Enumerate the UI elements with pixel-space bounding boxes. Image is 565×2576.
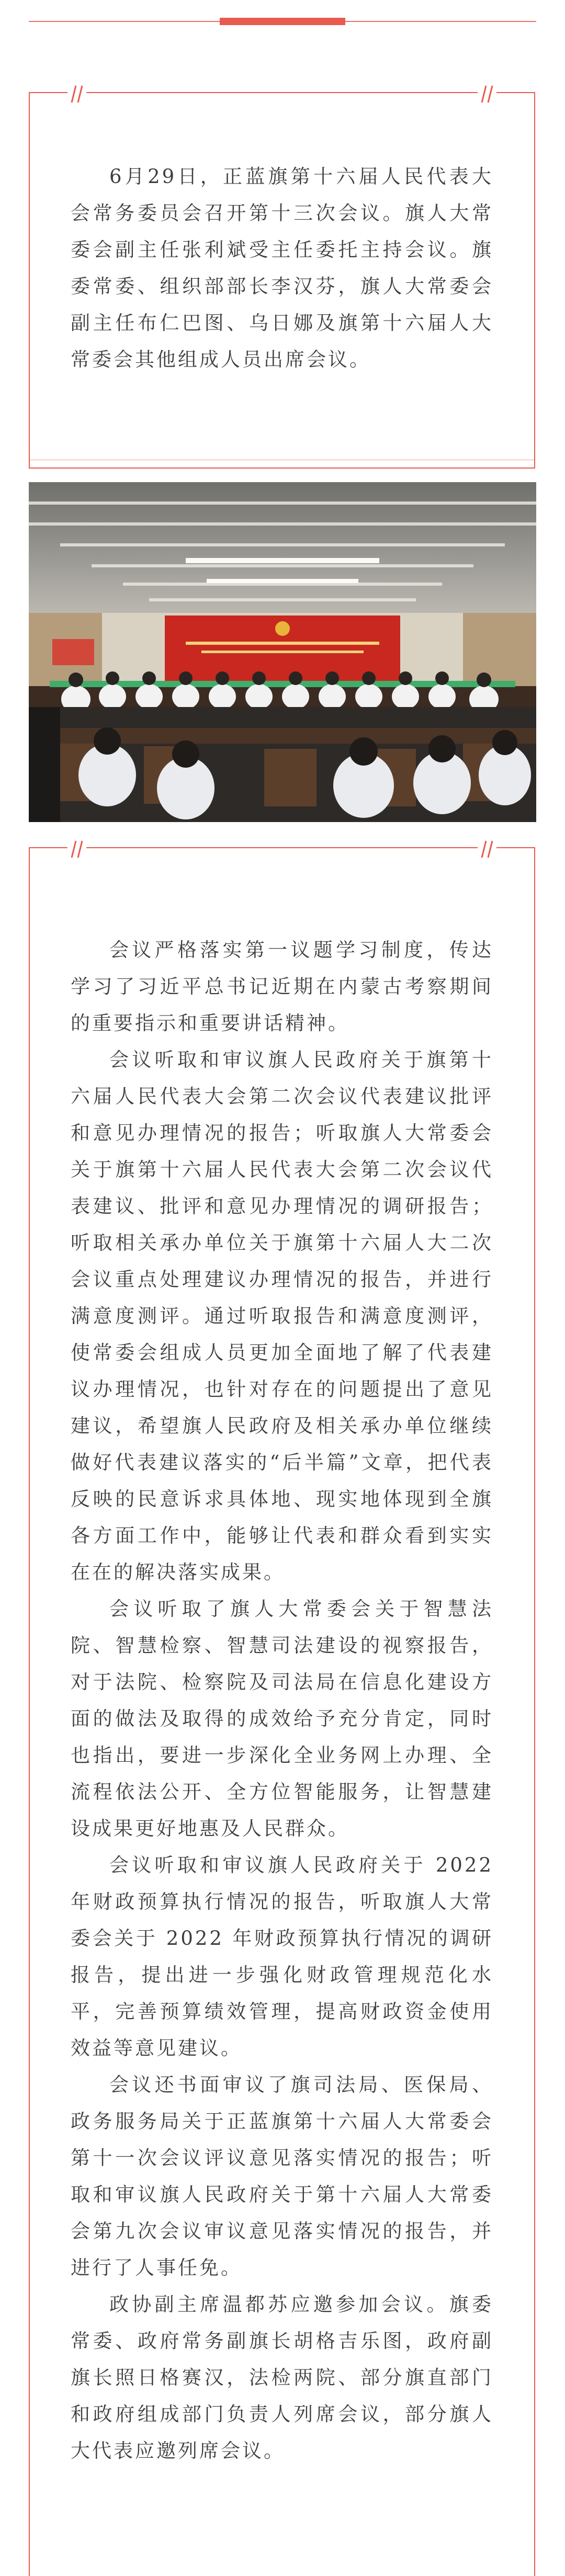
paragraph: 会议听取和审议旗人民政府关于 2022 年财政预算执行情况的报告，听取旗人大常委会关于 2022 年财政预算执行情况的调研报告，提出进一步强化财政管理规范化水平，完善预算绩效管理，提高财政资金使用效益等意见建议。 bbox=[71, 1854, 493, 2059]
double-slash-icon bbox=[67, 84, 86, 105]
details-text bbox=[71, 932, 493, 2469]
paragraph: 6月29日，正蓝旗第十六届人民代表大会常务委员会召开第十三次会议。旗人大常委会副主任张利斌受主任委托主持会议。旗委常委、组织部部长李汉芬，旗人大常委会副主任布仁巴图、乌日娜及旗第十六届人大常委会其他组成人员出席会议。 bbox=[71, 165, 493, 371]
double-slash-icon bbox=[67, 839, 86, 860]
paragraph: 会议听取和审议旗人民政府关于旗第十六届人民代表大会第二次会议代表建议批评和意见办理情况的报告；听取旗人大常委会关于旗第十六届人民代表大会第二次会议代表建议、批评和意见办理情况的调研报告；听取相关承办单位关于旗第十六届人大二次会议重点处理建议办理情况的报告，并进行满意度测评。通过听取报告和满意度测评，使常委会组成人员更加全面地了解了代表建议办理情况，也针对存在的问题提出了意见建议，希望旗人民政府及相关承办单位继续做好代表建议落实的“后半篇”文章，把代表反映的民意诉求具体地、现实地体现到全旗各方面工作中，能够让代表和群众看到实实在在的解决落实成果。 bbox=[71, 1048, 493, 1583]
details-card bbox=[29, 847, 535, 2576]
top-accent-bar bbox=[220, 18, 345, 25]
paragraph: 会议还书面审议了旗司法局、医保局、政务服务局关于正蓝旗第十六届人大常委会第十一次会议评议意见落实情况的报告；听取和审议旗人民政府关于第十六届人大常委会第九次会议审议意见落实情况的报告，并进行了人事任免。 bbox=[71, 2073, 493, 2279]
paragraph: 政协副主席温都苏应邀参加会议。旗委常委、政府常务副旗长胡格吉乐图，政府副旗长照日格赛汉，法检两院、部分旗直部门和政府组成部门负责人列席会议，部分旗人大代表应邀列席会议。 bbox=[71, 2293, 493, 2462]
meeting-room-photo bbox=[29, 482, 536, 822]
paragraph: 会议严格落实第一议题学习制度，传达学习了习近平总书记近期在内蒙古考察期间的重要指示和重要讲话精神。 bbox=[71, 939, 493, 1034]
intro-card bbox=[29, 92, 535, 469]
paragraph: 会议听取了旗人大常委会关于智慧法院、智慧检察、智慧司法建设的视察报告，对于法院、检察院及司法局在信息化建设方面的做法及取得的成效给予充分肯定，同时也指出，要进一步深化全业务网上办理、全流程依法公开、全方位智能服务，让智慧建设成果更好地惠及人民群众。 bbox=[71, 1598, 493, 1840]
double-slash-icon bbox=[478, 84, 496, 105]
intro-text bbox=[71, 158, 493, 378]
double-slash-icon bbox=[478, 839, 496, 860]
